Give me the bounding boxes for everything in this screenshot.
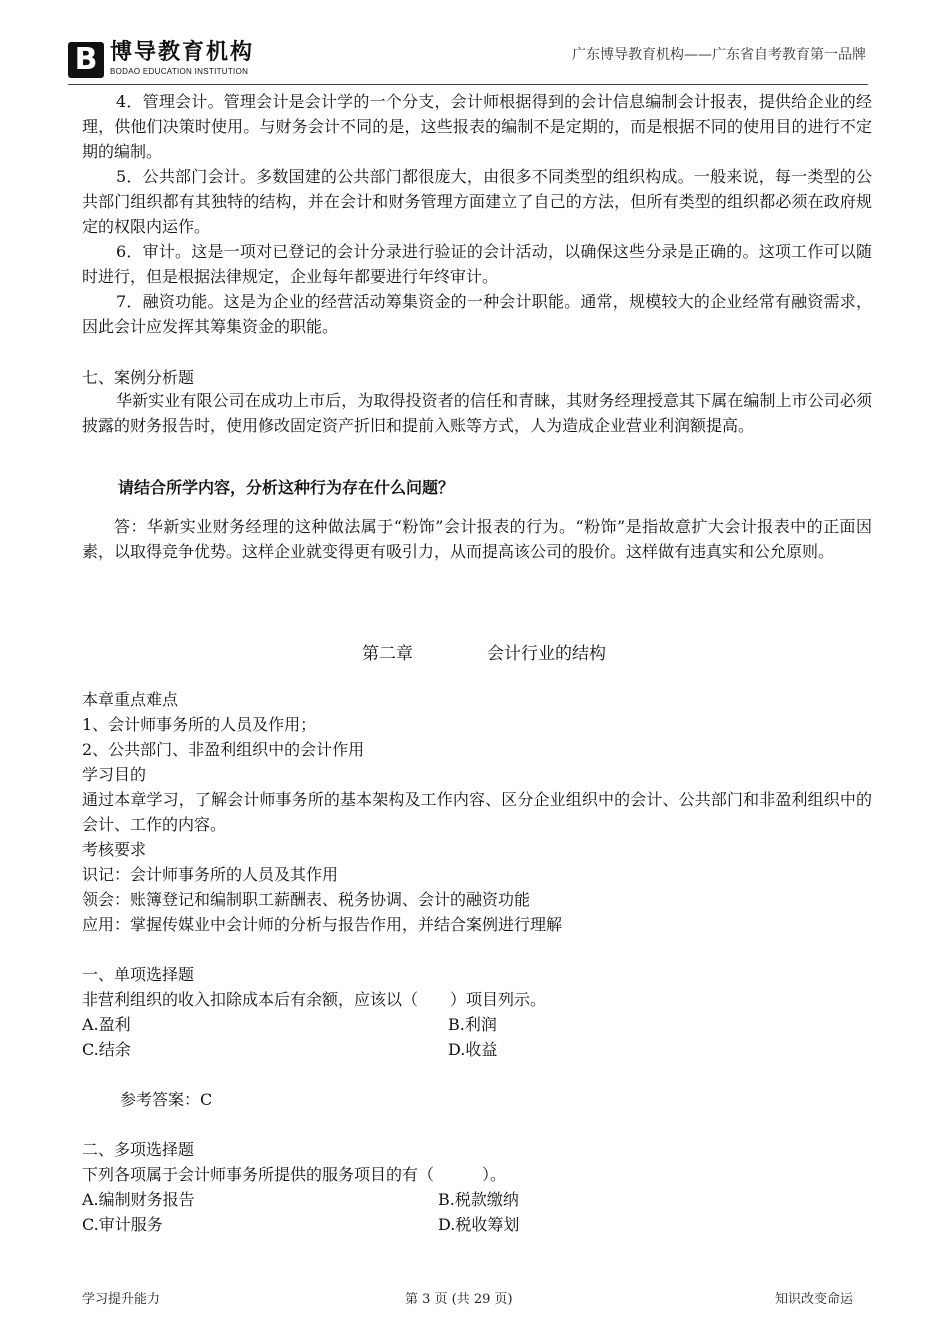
logo-name-en: BODAO EDUCATION INSTITUTION [110,67,249,76]
multi-choice-option-a: A.编制财务报告 [82,1190,195,1209]
case-answer: 答：华新实业财务经理的这种做法属于“粉饰”会计报表的行为。“粉饰”是指故意扩大会计报表中的正面因素，以取得竞争优势。这样企业就变得更有吸引力，从而提高该公司的股价。这样做有违真实和公允原则。 [82,517,872,561]
key-point-2: 2、公共部门、非盈利组织中的会计作用 [82,740,365,759]
paragraph-public-sector-accounting: 5．公共部门会计。多数国建的公共部门都很庞大，由很多不同类型的组织构成。一般来说，每一类型的公共部门组织都有其独特的结构，并在会计和财务管理方面建立了自己的方法，但所有类型的组织都必须在政府规定的权限内运作。 [82,167,872,236]
footer-right: 知识改变命运 [775,1292,854,1307]
multi-choice-option-b: B.税款缴纳 [438,1190,519,1209]
chapter-number: 第二章 [362,644,413,664]
case-body: 华新实业有限公司在成功上市后，为取得投资者的信任和青睐，其财务经理授意其下属在编制上市公司必须披露的财务报告时，使用修改固定资产折旧和提前入账等方式，人为造成企业营业利润额提高。 [82,391,872,435]
chapter-title: 会计行业的结构 [487,644,606,664]
multi-choice-option-c: C.审计服务 [82,1215,163,1234]
single-choice-option-c: C.结余 [82,1040,131,1059]
logo-name-cn: 博导教育机构 [110,40,255,65]
multi-choice-question: 下列各项属于会计师事务所提供的服务项目的有（ ）。 [82,1165,507,1184]
single-choice-answer: 参考答案：C [120,1090,213,1109]
paragraph-management-accounting: 4．管理会计。管理会计是会计学的一个分支，会计师根据得到的会计信息编制会计报表，提供给企业的经理，供他们决策时使用。与财务会计不同的是，这些报表的编制不是定期的，而是根据不同的使用目的进行不定期的编制。 [82,92,872,161]
paragraph-audit: 6．审计。这是一项对已登记的会计分录进行验证的会计活动，以确保这些分录是正确的。这项工作可以随时进行，但是根据法律规定，企业每年都要进行年终审计。 [82,242,872,286]
exam-req-heading: 考核要求 [82,840,147,859]
learning-goal-heading: 学习目的 [82,765,147,784]
exam-req-memorize: 识记：会计师事务所的人员及其作用 [82,865,339,884]
key-point-1: 1、会计师事务所的人员及作用； [82,715,317,734]
single-choice-option-d: D.收益 [448,1040,498,1059]
case-question: 请结合所学内容，分析这种行为存在什么问题？ [118,478,455,497]
single-choice-option-a: A.盈利 [82,1015,131,1034]
case-answer-section [82,514,872,564]
exam-req-apply: 应用：掌握传媒业中会计师的分析与报告作用，并结合案例进行理解 [82,915,563,934]
single-choice-heading: 一、单项选择题 [82,965,195,984]
multi-choice-heading: 二、多项选择题 [82,1140,195,1159]
multi-choice-option-d: D.税收筹划 [438,1215,520,1234]
case-heading: 七、案例分析题 [82,368,195,387]
learning-goal-section [82,787,872,837]
footer-left: 学习提升能力 [82,1292,161,1307]
logo-mark: B [68,42,104,78]
top-section [82,89,872,339]
header-slogan: 广东博导教育机构——广东省自考教育第一品牌 [572,47,866,63]
single-choice-option-b: B.利润 [448,1015,497,1034]
footer-page-number: 第 3 页 (共 29 页) [405,1292,513,1307]
learning-goal-text: 通过本章学习，了解会计师事务所的基本架构及工作内容、区分企业组织中的会计、公共部门和非盈利组织中的会计、工作的内容。 [82,790,872,834]
paragraph-financing: 7．融资功能。这是为企业的经营活动筹集资金的一种会计职能。通常，规模较大的企业经常有融资需求，因此会计应发挥其筹集资金的职能。 [82,292,872,336]
page-header [68,40,868,86]
logo [68,40,286,82]
case-section [82,388,872,438]
exam-req-understand: 领会：账簿登记和编制职工薪酬表、税务协调、会计的融资功能 [82,890,531,909]
key-points-heading: 本章重点难点 [82,690,179,709]
header-divider [68,84,868,85]
single-choice-question: 非营利组织的收入扣除成本后有余额，应该以（ ）项目列示。 [82,990,547,1009]
